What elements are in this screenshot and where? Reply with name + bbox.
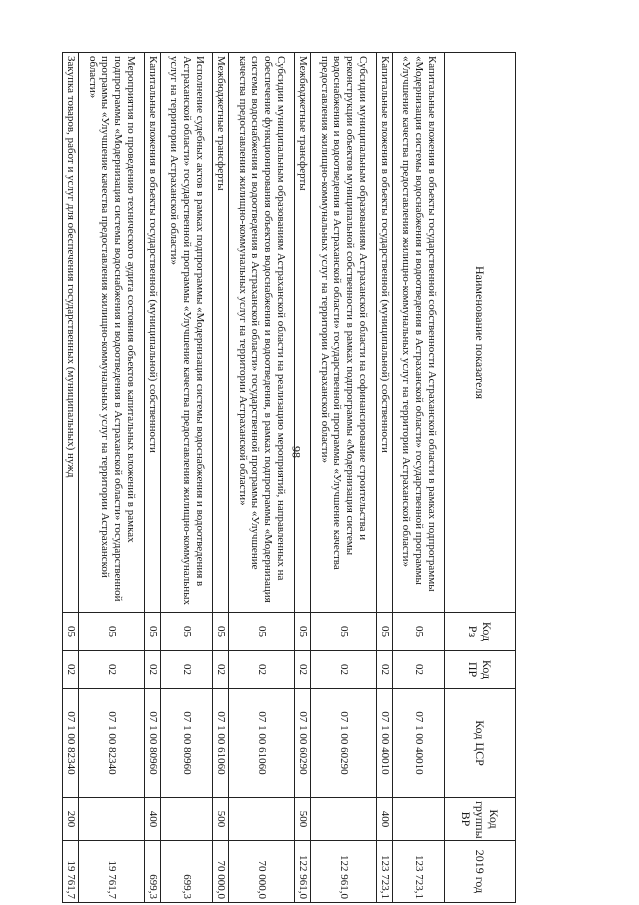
row-name: Капитальные вложения в объекты государственной собственности Астраханской области в рамках подпрограммы «Модернизация системы водоснабжения и водоотведения в Астраханской области» государственной программы «Улучшение качества предоставления жилищно-коммунальных услуг на территории Астраханской области» <box>393 53 445 613</box>
row-csr: 07 1 00 61060 <box>213 689 229 798</box>
row-csr: 07 1 00 40010 <box>377 689 393 798</box>
table-row <box>161 53 213 903</box>
row-rz: 05 <box>377 613 393 651</box>
row-vr: 500 <box>295 798 311 841</box>
row-csr: 07 1 00 60290 <box>295 689 311 798</box>
budget-table <box>62 52 516 903</box>
row-pr: 02 <box>311 651 377 689</box>
table-row <box>311 53 377 903</box>
header-csr: Код ЦСР <box>445 689 516 798</box>
row-value: 19 761,7 <box>63 841 79 903</box>
table-row <box>295 53 311 903</box>
row-rz: 05 <box>393 613 445 651</box>
page-number: 98 <box>289 446 304 458</box>
row-name: Субсидии муниципальным образованиям Астраханской области на реализацию мероприятий, направленных на обеспечение функционирования объектов водоснабжения и водоотведения, в рамках подпрограммы «Модернизация системы водоснабжения и водоотведения в Астраханской области» государственной программы «Улучшение качества предоставления жилищно-коммунальных услуг на территории Астраханской области» <box>229 53 295 613</box>
row-vr <box>229 798 295 841</box>
table-row <box>213 53 229 903</box>
row-pr: 02 <box>213 651 229 689</box>
header-pr: Код ПР <box>445 651 516 689</box>
row-name: Капитальные вложения в объекты государственной (муниципальной) собственности <box>145 53 161 613</box>
row-vr <box>311 798 377 841</box>
table-row <box>145 53 161 903</box>
row-pr: 02 <box>161 651 213 689</box>
row-csr: 07 1 00 82340 <box>63 689 79 798</box>
row-csr: 07 1 00 40010 <box>393 689 445 798</box>
row-pr: 02 <box>377 651 393 689</box>
row-vr: 400 <box>145 798 161 841</box>
row-rz: 05 <box>295 613 311 651</box>
row-name: Мероприятия по проведению технического аудита состояния объектов капитальных вложений в рамках подпрограммы «Модернизация системы водоснабжения и водоотведения в Астраханской области» государственной программы «Улучшение качества предоставления жилищно-коммунальных услуг на территории Астраханской области» <box>79 53 145 613</box>
row-pr: 02 <box>295 651 311 689</box>
row-value: 699,3 <box>161 841 213 903</box>
row-vr <box>161 798 213 841</box>
row-value: 123 723,1 <box>393 841 445 903</box>
row-csr: 07 1 00 80960 <box>161 689 213 798</box>
table-row <box>393 53 445 903</box>
row-value: 699,3 <box>145 841 161 903</box>
row-name: Межбюджетные трансферты <box>295 53 311 613</box>
row-rz: 05 <box>229 613 295 651</box>
header-vr: Код группы ВР <box>445 798 516 841</box>
row-value: 122 961,0 <box>295 841 311 903</box>
row-rz: 05 <box>63 613 79 651</box>
row-pr: 02 <box>79 651 145 689</box>
row-vr <box>79 798 145 841</box>
table-header-row <box>445 53 516 903</box>
row-csr: 07 1 00 82340 <box>79 689 145 798</box>
row-rz: 05 <box>161 613 213 651</box>
row-vr: 400 <box>377 798 393 841</box>
row-name: Исполнение судебных актов в рамках подпрограммы «Модернизация системы водоснабжения и водоотведения в Астраханской области» государственной программы «Улучшение качества предоставления жилищно-коммунальных услуг на территории Астраханской области» <box>161 53 213 613</box>
row-value: 122 961,0 <box>311 841 377 903</box>
row-vr: 500 <box>213 798 229 841</box>
row-pr: 02 <box>229 651 295 689</box>
row-pr: 02 <box>63 651 79 689</box>
row-name: Межбюджетные трансферты <box>213 53 229 613</box>
row-value: 19 761,7 <box>79 841 145 903</box>
row-rz: 05 <box>311 613 377 651</box>
table-row <box>377 53 393 903</box>
row-vr: 200 <box>63 798 79 841</box>
row-name: Капитальные вложения в объекты государственной (муниципальной) собственности <box>377 53 393 613</box>
header-rz: Код Рз <box>445 613 516 651</box>
row-csr: 07 1 00 61060 <box>229 689 295 798</box>
row-value: 70 000,0 <box>229 841 295 903</box>
row-value: 70 000,0 <box>213 841 229 903</box>
table-row <box>229 53 295 903</box>
row-csr: 07 1 00 60290 <box>311 689 377 798</box>
row-rz: 05 <box>145 613 161 651</box>
header-year: 2019 год <box>445 841 516 903</box>
rotated-table-container <box>64 52 516 902</box>
table-row <box>63 53 79 903</box>
row-vr <box>393 798 445 841</box>
row-csr: 07 1 00 80960 <box>145 689 161 798</box>
row-pr: 02 <box>393 651 445 689</box>
row-name: Закупка товаров, работ и услуг для обеспечения государственных (муниципальных) нужд <box>63 53 79 613</box>
table-row <box>79 53 145 903</box>
header-name: Наименование показателя <box>445 53 516 613</box>
row-pr: 02 <box>145 651 161 689</box>
row-name: Субсидии муниципальным образованиям Астраханской области на софинансирование строительства и реконструкции объектов муниципальной собственности в рамках подпрограммы «Модернизация системы водоснабжения и водоотведения в Астраханской области» государственной программы «Улучшение качества предоставления жилищно-коммунальных услуг на территории Астраханской области» <box>311 53 377 613</box>
row-rz: 05 <box>79 613 145 651</box>
row-rz: 05 <box>213 613 229 651</box>
row-value: 123 723,1 <box>377 841 393 903</box>
